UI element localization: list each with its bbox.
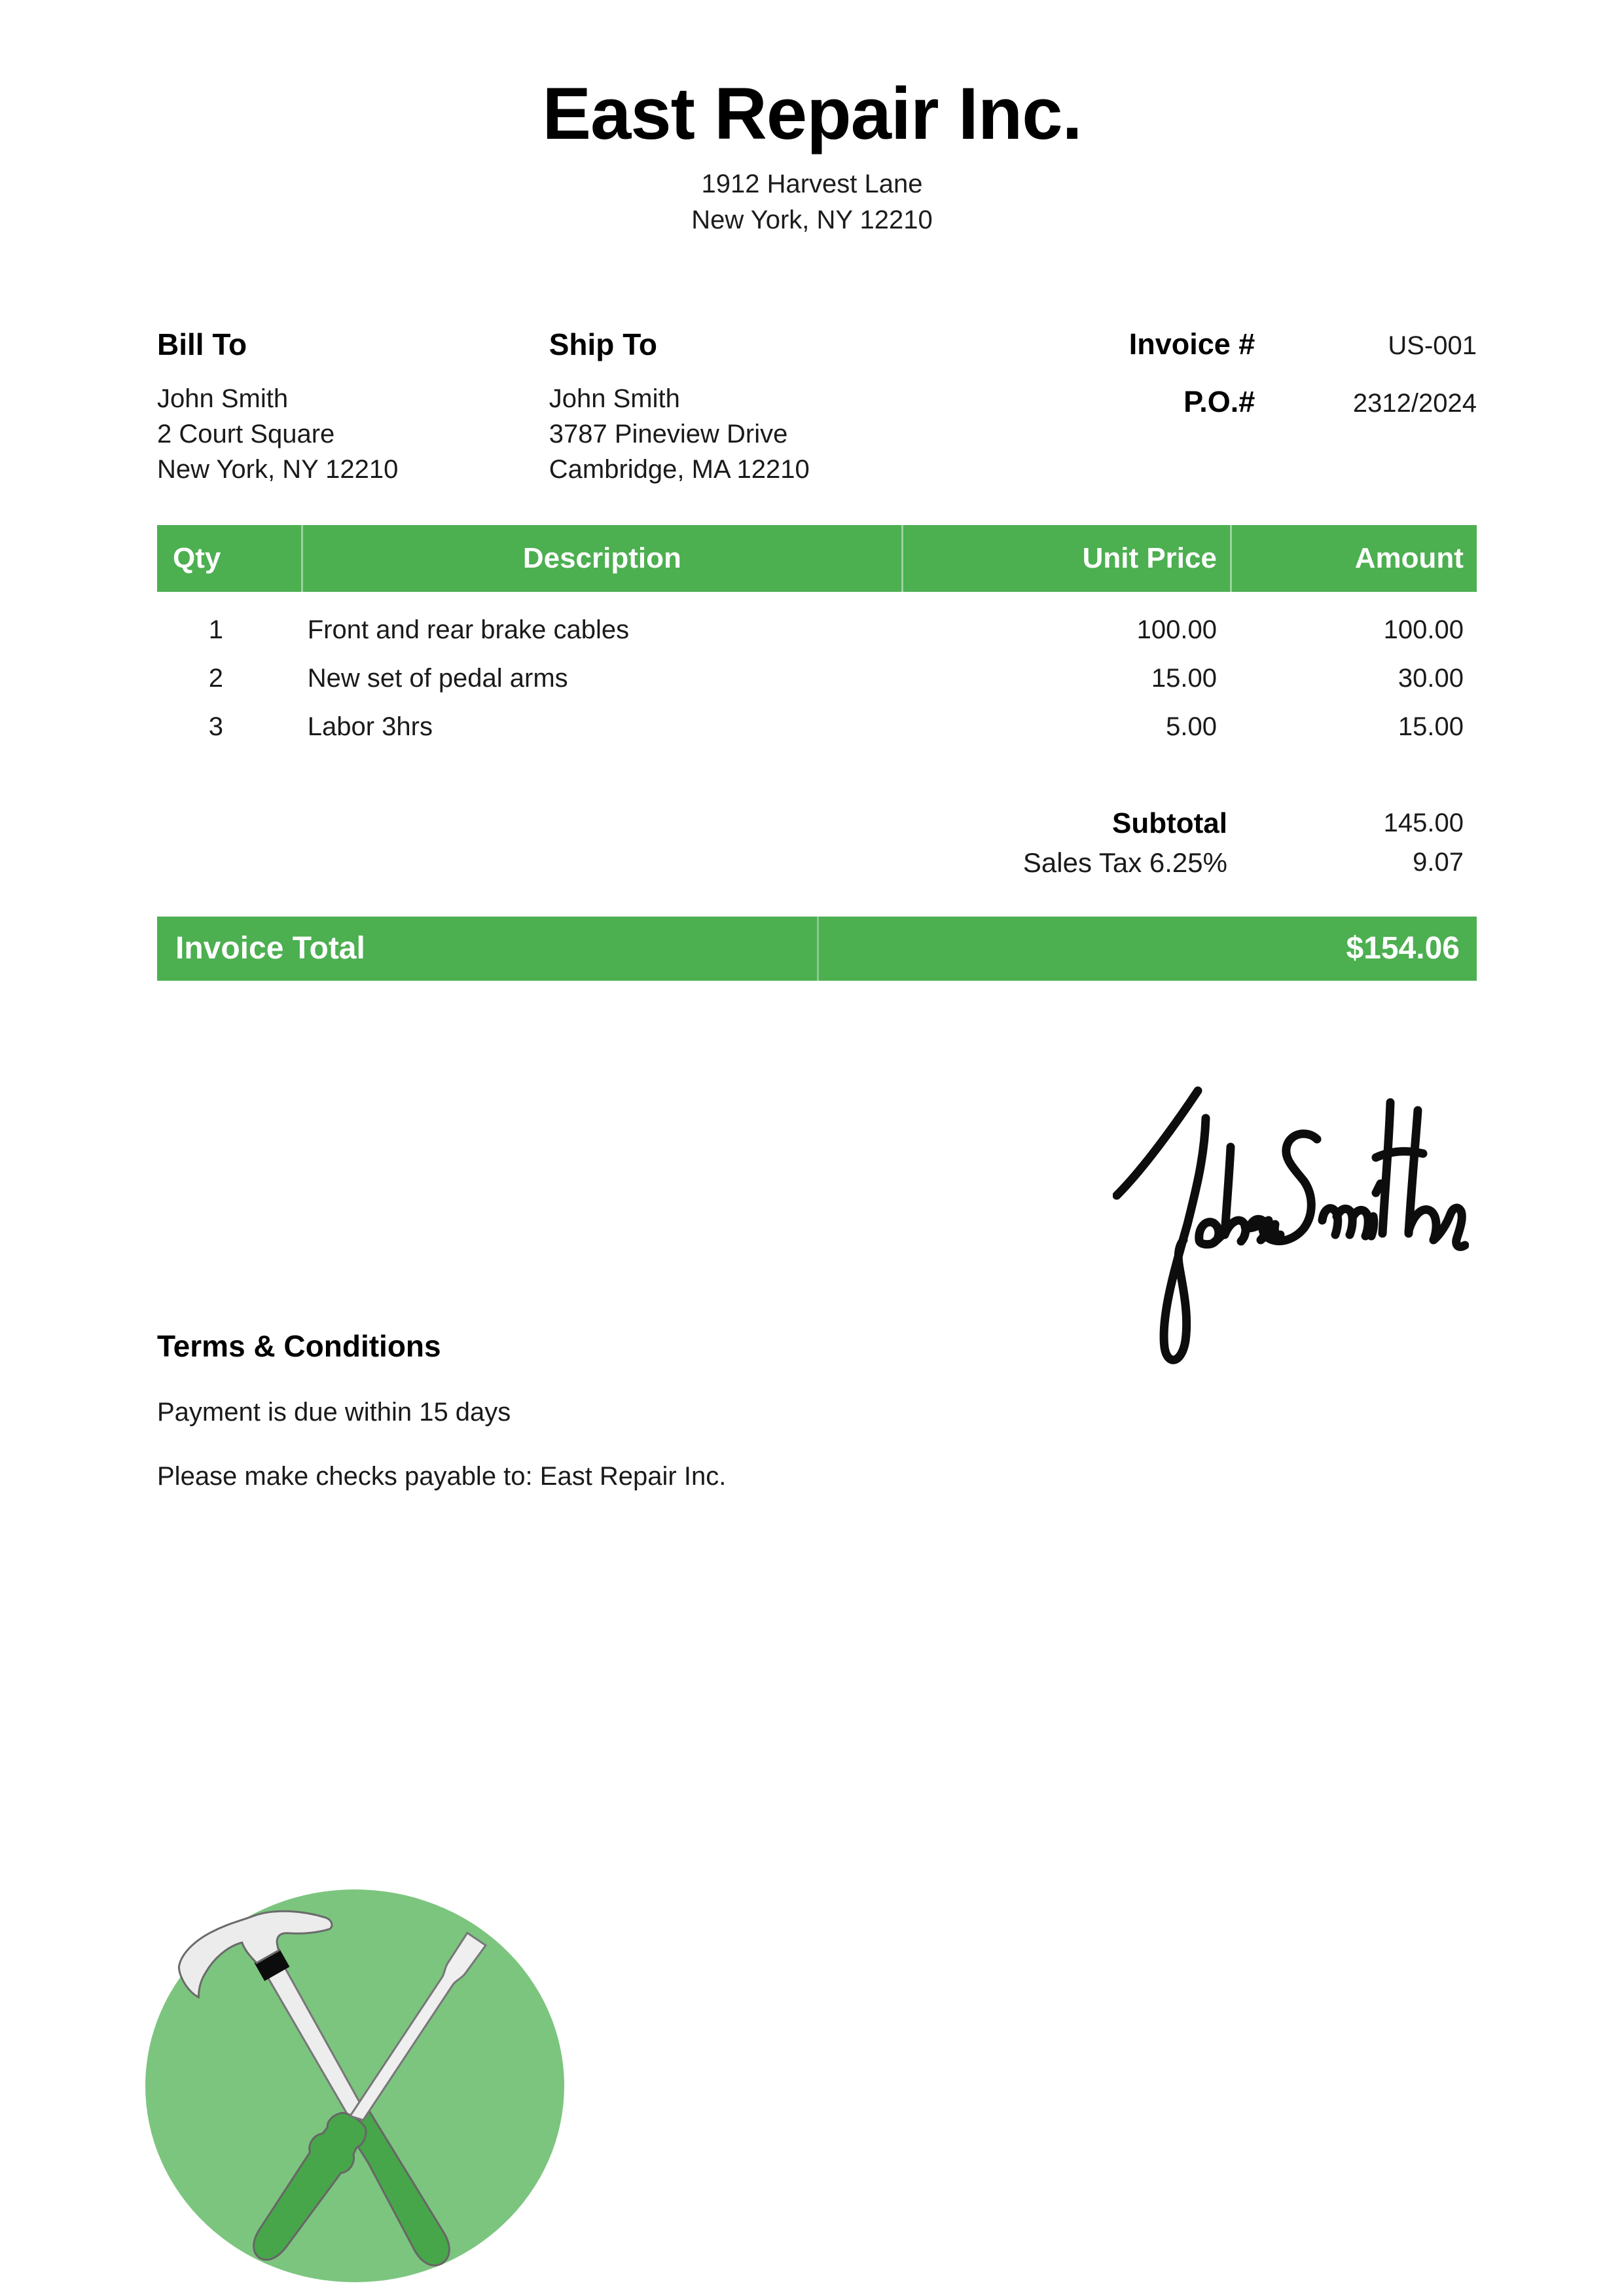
- invoice-total-label: Invoice Total: [175, 931, 365, 966]
- company-name: East Repair Inc.: [542, 73, 1082, 155]
- totals-block: [157, 804, 1477, 883]
- cell-unit-price: 100.00: [1136, 615, 1217, 645]
- bill-to-address-line2: New York, NY 12210: [157, 454, 399, 484]
- ship-to-label: Ship To: [549, 327, 657, 361]
- po-number-row: [922, 384, 1477, 420]
- company-header: [0, 0, 1624, 239]
- terms-line-1: Payment is due within 15 days: [157, 1398, 511, 1427]
- company-address: [0, 166, 1624, 238]
- ship-to-address-line1: 3787 Pineview Drive: [549, 419, 788, 448]
- bill-to-label: Bill To: [157, 327, 247, 361]
- cell-qty: 3: [208, 712, 223, 742]
- invoice-number-label: Invoice #: [1128, 327, 1255, 361]
- terms-line-2: Please make checks payable to: East Repair Inc.: [157, 1462, 727, 1491]
- subtotal-label: Subtotal: [1112, 807, 1227, 839]
- po-number-label: P.O.#: [1183, 384, 1255, 418]
- ship-to-block: [549, 327, 923, 487]
- sales-tax-value: 9.07: [1413, 848, 1464, 877]
- total-bar-divider: [817, 917, 819, 981]
- ship-to-address-line2: Cambridge, MA 12210: [549, 454, 810, 484]
- company-address-line2: New York, NY 12210: [691, 206, 933, 235]
- sales-tax-row: [157, 843, 1477, 883]
- cell-qty: 2: [208, 664, 223, 693]
- header-description: Description: [301, 525, 901, 592]
- cell-description: New set of pedal arms: [307, 664, 568, 693]
- parties-row: [157, 327, 1477, 487]
- bill-to-name: John Smith: [157, 384, 289, 413]
- table-row: [157, 606, 1477, 655]
- invoice-total-bar: [157, 917, 1477, 981]
- bill-to-block: [157, 327, 549, 487]
- hammer-and-screwdriver-icon: [144, 1883, 566, 2289]
- invoice-meta-block: [922, 327, 1477, 420]
- cell-amount: 15.00: [1398, 712, 1464, 742]
- cell-unit-price: 15.00: [1151, 664, 1217, 693]
- bill-to-address: [157, 381, 549, 487]
- header-amount: Amount: [1230, 525, 1477, 592]
- bill-to-address-line1: 2 Court Square: [157, 419, 335, 448]
- ship-to-address: [549, 381, 923, 487]
- ship-to-name: John Smith: [549, 384, 680, 413]
- invoice-number-row: [922, 327, 1477, 362]
- table-row: [157, 703, 1477, 752]
- cell-unit-price: 5.00: [1166, 712, 1217, 742]
- invoice-number-value: US-001: [1388, 331, 1477, 360]
- table-body: [157, 592, 1477, 752]
- cell-amount: 100.00: [1383, 615, 1464, 645]
- header-qty: Qty: [173, 541, 221, 574]
- sales-tax-label: Sales Tax 6.25%: [1022, 847, 1227, 878]
- table-header-row: [157, 525, 1477, 592]
- header-unit-price: Unit Price: [901, 525, 1230, 592]
- cell-description: Front and rear brake cables: [307, 615, 630, 645]
- po-number-value: 2312/2024: [1352, 388, 1477, 418]
- line-items-table: [157, 525, 1477, 752]
- subtotal-row: [157, 804, 1477, 843]
- company-address-line1: 1912 Harvest Lane: [701, 170, 923, 199]
- table-row: [157, 655, 1477, 703]
- cell-amount: 30.00: [1398, 664, 1464, 693]
- cell-description: Labor 3hrs: [307, 712, 433, 742]
- subtotal-value: 145.00: [1383, 809, 1464, 838]
- terms-heading: Terms & Conditions: [157, 1328, 441, 1363]
- signature-icon: [1113, 1082, 1469, 1377]
- invoice-total-value: $154.06: [1346, 931, 1460, 966]
- cell-qty: 1: [208, 615, 223, 645]
